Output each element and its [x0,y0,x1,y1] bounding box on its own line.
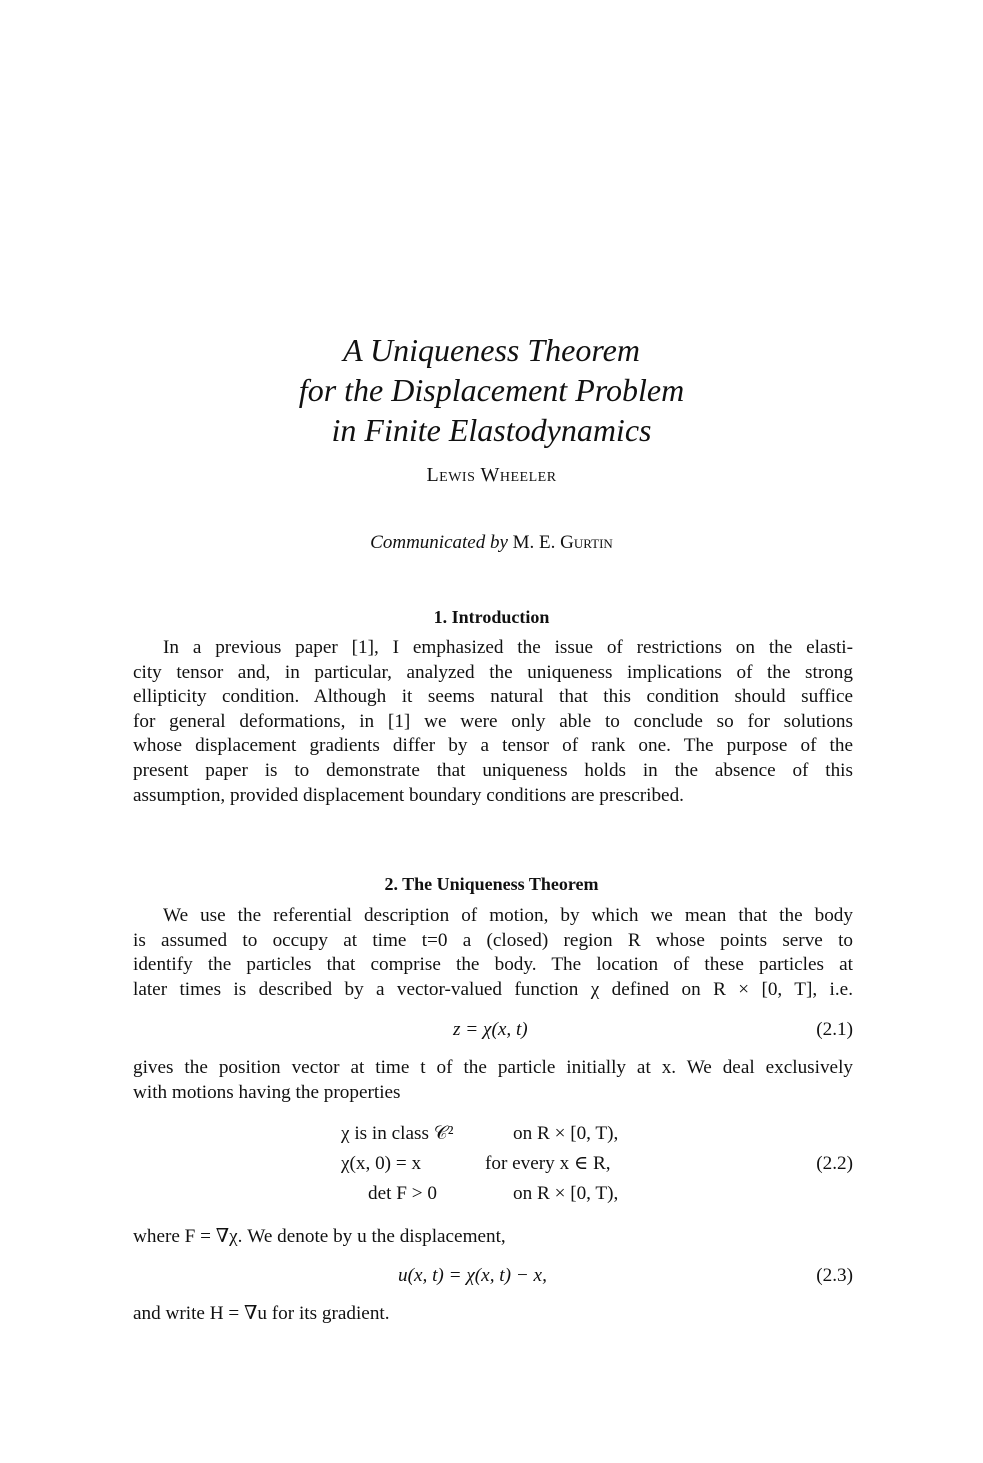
section-2-paragraph-1 [133,904,853,1002]
paragraph-line: We use the referential description of motion, by which we mean that the body [163,905,853,926]
section-2-paragraph-4 [133,1302,853,1327]
equation-number: (2.3) [816,1265,853,1286]
equation-body: z = χ(x, t) [453,1019,528,1040]
paragraph-line: In a previous paper [1], I emphasized the issue of restrictions on the elasti- [163,637,853,658]
paper-title-line-3: in Finite Elastodynamics [331,412,652,448]
paragraph-line: identify the particles that comprise the body. The location of these particles at [133,954,853,976]
section-1-heading: 1. Introduction [433,607,550,627]
section-1-paragraph [133,636,853,808]
paragraph-line: for general deformations, in [1] we were only able to conclude so for solutions [133,710,853,732]
equation-number: (2.1) [816,1019,853,1040]
communicator-name: Gurtin [560,532,613,553]
equation-2-1 [133,1018,853,1042]
communicated-by [0,532,983,554]
section-2-heading: 2. The Uniqueness Theorem [384,874,599,894]
paper-title-line-1: A Uniqueness Theorem [343,332,640,368]
equation-row-right: for every x ∈ R, [485,1153,611,1174]
paragraph-line: and write H = ∇u for its gradient. [133,1303,390,1324]
equation-row-left: χ(x, 0) = x [341,1153,422,1174]
equation-body: u(x, t) = χ(x, t) − x, [398,1265,547,1286]
paragraph-line: assumption, provided displacement boundary conditions are prescribed. [133,784,684,806]
communicated-prefix: Communicated by [370,532,508,553]
equation-2-2 [133,1122,853,1202]
paragraph-line: is assumed to occupy at time t=0 a (closed) region R whose points serve to [133,929,853,951]
paper-title-line-2: for the Displacement Problem [298,372,685,408]
paragraph-line: where F = ∇χ. We denote by u the displacement, [133,1226,506,1247]
equation-row-left: χ is in class 𝒞² [341,1123,454,1144]
paragraph-line: with motions having the properties [133,1081,401,1103]
paragraph-line: ellipticity condition. Although it seems natural that this condition should suffice [133,686,853,708]
author-name [0,464,983,487]
equation-row-left: det F > 0 [368,1183,437,1204]
paragraph-line: gives the position vector at time t of the particle initially at x. We deal exclusively [133,1057,853,1078]
equation-row-right: on R × [0, T), [513,1123,619,1144]
paragraph-line: city tensor and, in particular, analyzed the uniqueness implications of the strong [133,661,853,683]
paragraph-line: whose displacement gradients differ by a tensor of rank one. The purpose of the [133,735,853,757]
equation-2-3 [133,1264,853,1288]
communicator-initials: M. E. [512,532,556,553]
section-2-paragraph-2 [133,1056,853,1105]
section-2-paragraph-3 [133,1225,853,1250]
author-name-text: Lewis Wheeler [426,464,557,486]
paragraph-line: present paper is to demonstrate that uniqueness holds in the absence of this [133,759,853,781]
equation-row-right: on R × [0, T), [513,1183,619,1204]
paragraph-line: later times is described by a vector-valued function χ defined on R × [0, T], i.e. [133,978,853,1000]
equation-number: (2.2) [816,1153,853,1174]
